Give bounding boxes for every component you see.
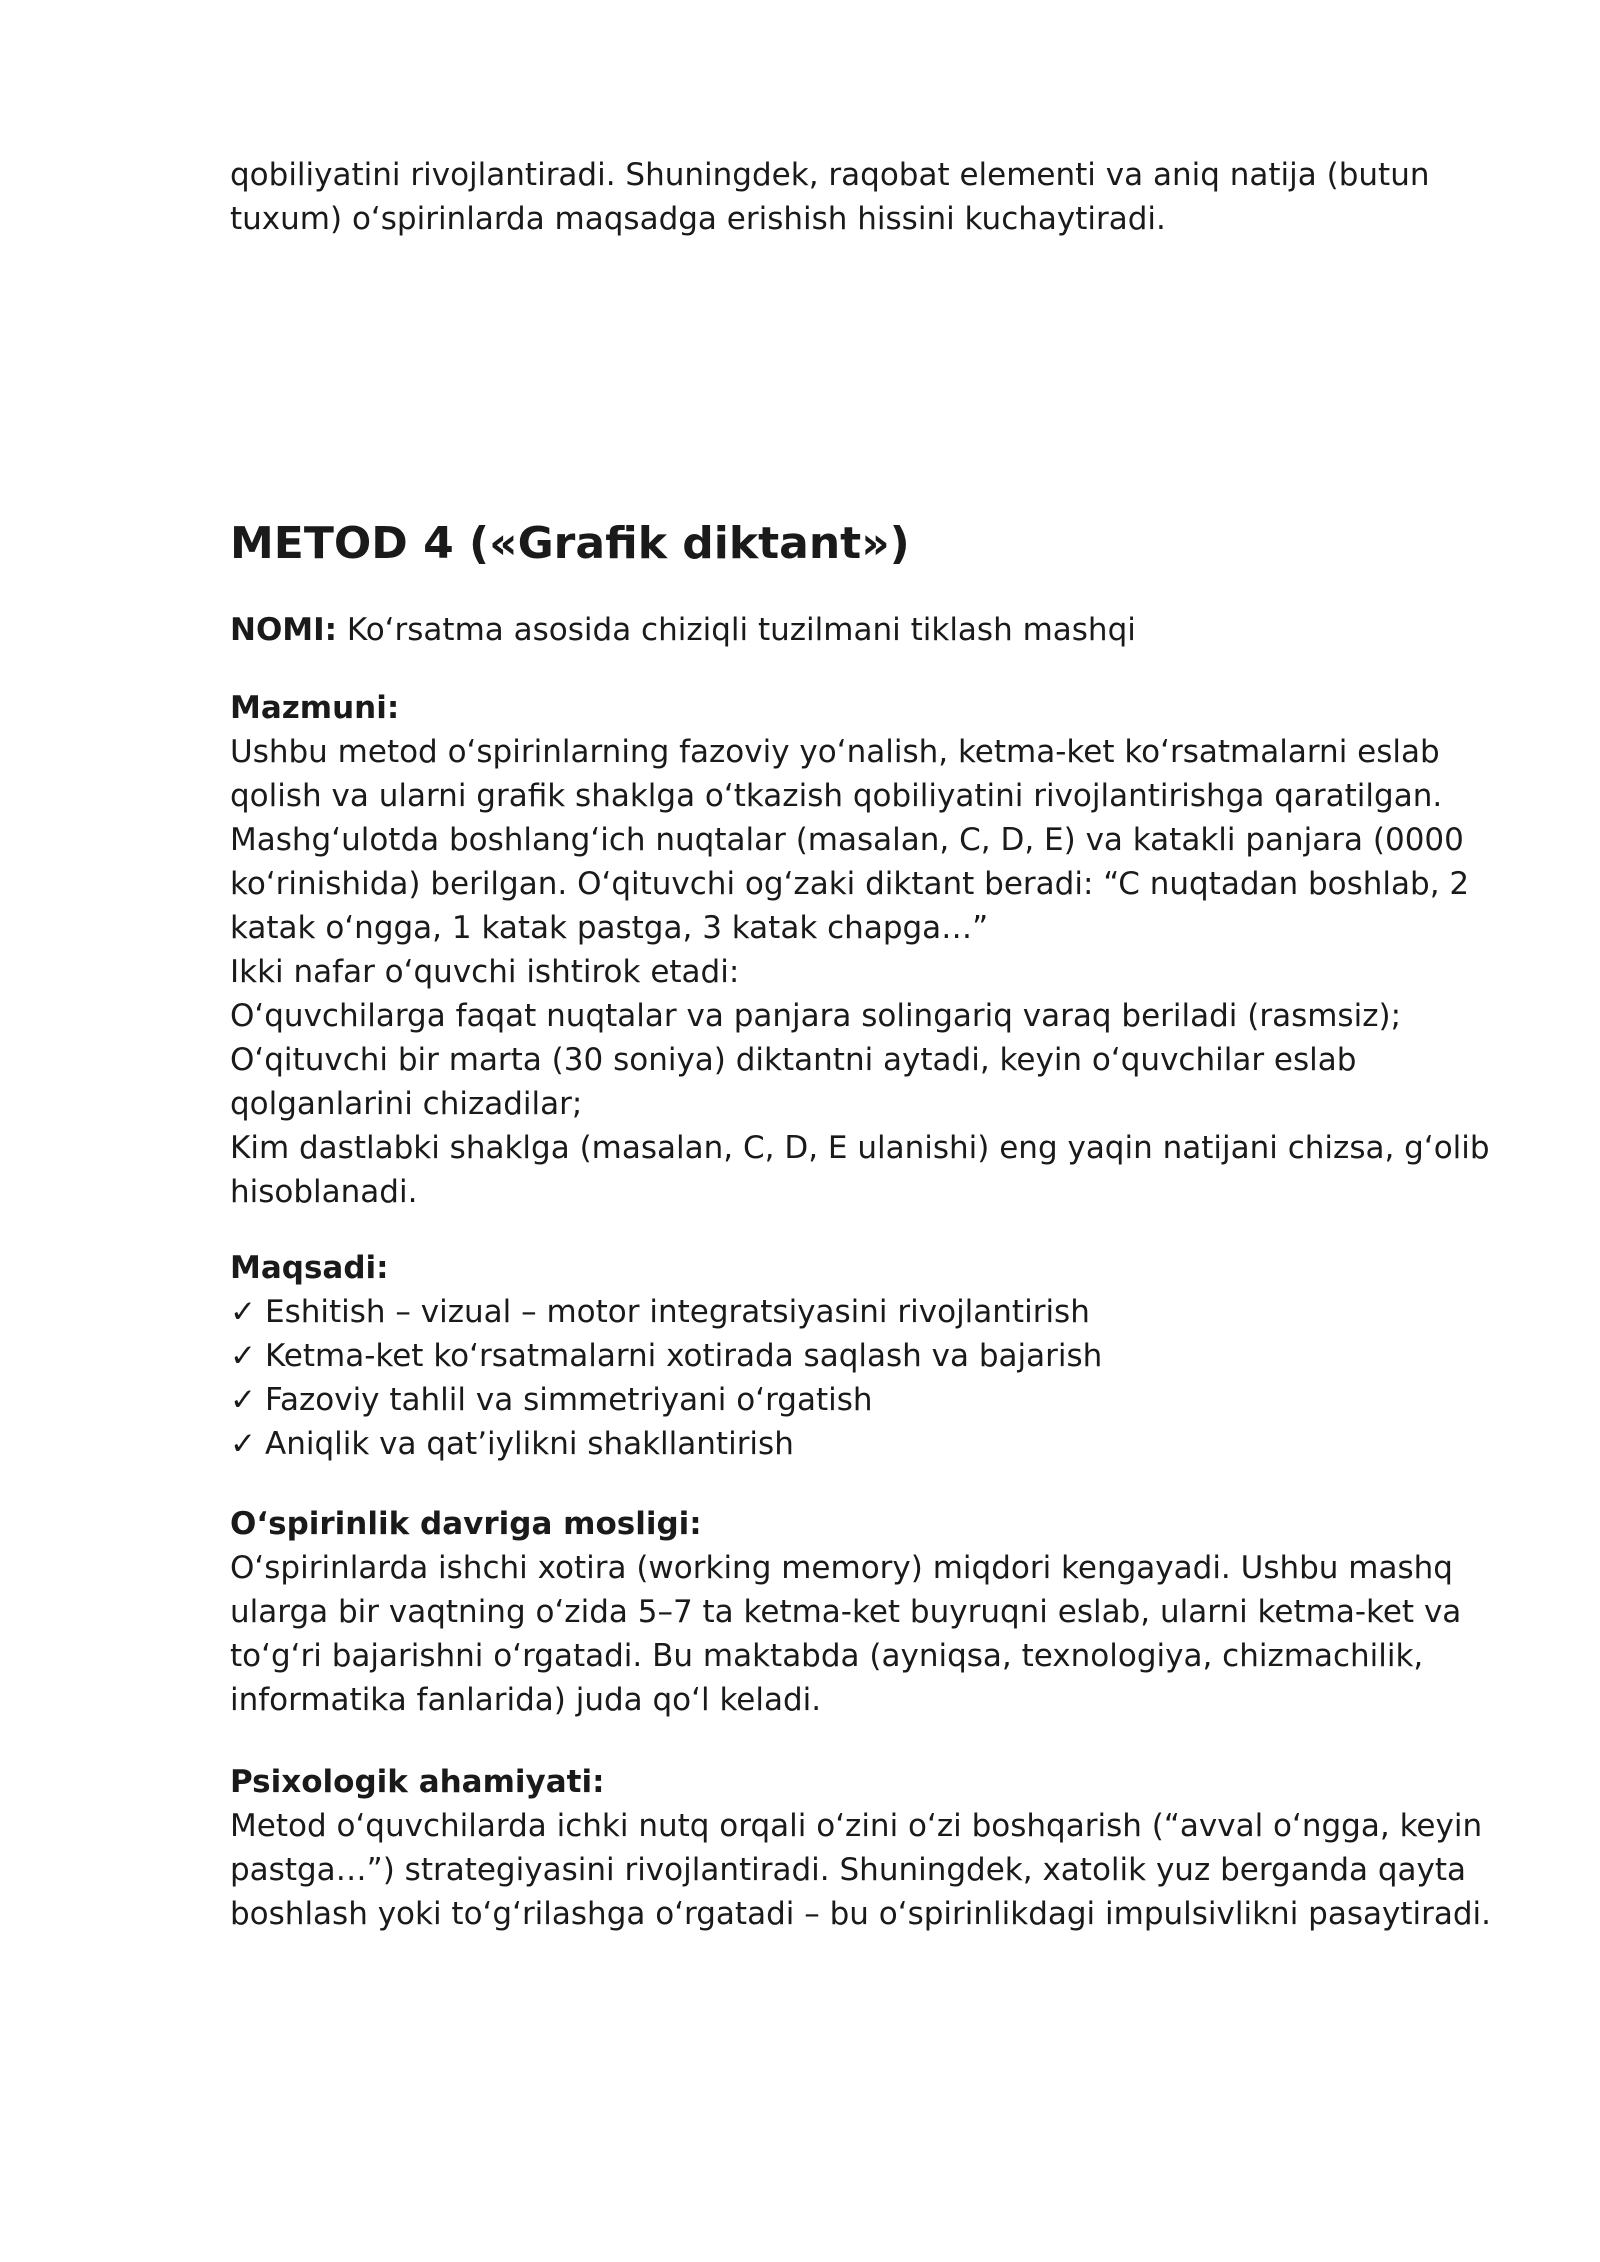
text-line: pastga…”) strategiyasini rivojlantiradi. Shuningdek, xatolik yuz berganda qayta [230, 1852, 1467, 1888]
text-line: Metod o‘quvchilarda ichki nutq orqali o‘zini o‘zi boshqarish (“avval o‘ngga, keyin [230, 1808, 1483, 1844]
text-line: informatika fanlarida) juda qo‘l keladi. [230, 1682, 822, 1718]
text-line: ularga bir vaqtning o‘zida 5–7 ta ketma-ket buyruqni eslab, ularni ketma-ket va [230, 1594, 1462, 1630]
text-line: qobiliyatini rivojlantiradi. Shuningdek, raqobat elementi va aniq natija (butun [230, 157, 1430, 193]
mazmuni-heading: Mazmuni: [230, 690, 400, 726]
text-line: Ikki nafar o‘quvchi ishtirok etadi: [230, 954, 740, 990]
text-line: Ushbu metod o‘spirinlarning fazoviy yo‘nalish, ketma-ket ko‘rsatmalarni eslab [230, 734, 1440, 770]
text-line: ko‘rinishida) berilgan. O‘qituvchi og‘zaki diktant beradi: “C nuqtadan boshlab, 2 [230, 866, 1470, 902]
intro-paragraph [230, 153, 1430, 241]
text-line: qolganlarini chizadilar; [230, 1086, 583, 1122]
text-line: katak o‘ngga, 1 katak pastga, 3 katak chapga…” [230, 910, 989, 946]
list-item-text: Ketma-ket ko‘rsatmalarni xotirada saqlash va bajarish [265, 1338, 1103, 1374]
text-line: tuxum) o‘spirinlarda maqsadga erishish hissini kuchaytiradi. [230, 201, 1166, 237]
text-line: O‘quvchilarga faqat nuqtalar va panjara solingariq varaq beriladi (rasmsiz); [230, 998, 1402, 1034]
list-item [230, 1290, 1102, 1334]
nomi-label: NOMI: [230, 612, 338, 648]
nomi-line [230, 608, 1136, 652]
mazmuni-section [230, 686, 1490, 1214]
text-line: to‘g‘ri bajarishni o‘rgatadi. Bu maktabda (ayniqsa, texnologiya, chizmachilik, [230, 1638, 1424, 1674]
checkmark-icon: ✓ [230, 1338, 256, 1374]
maqsadi-section [230, 1246, 1102, 1466]
list-item [230, 1422, 1102, 1466]
mosligi-section [230, 1502, 1461, 1722]
text-line: Mashg‘ulotda boshlang‘ich nuqtalar (masalan, C, D, E) va katakli panjara (0000 [230, 822, 1464, 858]
list-item-text: Aniqlik va qat’iylikni shakllantirish [265, 1426, 794, 1462]
checkmark-icon: ✓ [230, 1426, 256, 1462]
nomi-text: Ko‘rsatma asosida chiziqli tuzilmani tiklash mashqi [337, 612, 1136, 648]
mosligi-heading: O‘spirinlik davriga mosligi: [230, 1506, 702, 1542]
text-line: O‘spirinlarda ishchi xotira (working memory) miqdori kengayadi. Ushbu mashq [230, 1550, 1453, 1586]
text-line: O‘qituvchi bir marta (30 soniya) diktantni aytadi, keyin o‘quvchilar eslab [230, 1042, 1357, 1078]
list-item [230, 1334, 1102, 1378]
text-line: hisoblanadi. [230, 1174, 418, 1210]
text-line: boshlash yoki to‘g‘rilashga o‘rgatadi – bu o‘spirinlikdagi impulsivlikni pasaytiradi. [230, 1896, 1491, 1932]
list-item-text: Fazoviy tahlil va simmetriyani o‘rgatish [265, 1382, 873, 1418]
list-item-text: Eshitish – vizual – motor integratsiyasini rivojlantirish [265, 1294, 1090, 1330]
psixologik-heading: Psixologik ahamiyati: [230, 1764, 605, 1800]
text-line: qolish va ularni grafik shaklga o‘tkazish qobiliyatini rivojlantirishga qaratilgan. [230, 778, 1443, 814]
text-line: Kim dastlabki shaklga (masalan, C, D, E ulanishi) eng yaqin natijani chizsa, g‘olib [230, 1130, 1490, 1166]
list-item [230, 1378, 1102, 1422]
maqsadi-heading: Maqsadi: [230, 1250, 389, 1286]
checkmark-icon: ✓ [230, 1294, 256, 1330]
psixologik-section [230, 1760, 1491, 1936]
checkmark-icon: ✓ [230, 1382, 256, 1418]
section-title: METOD 4 («Grafik diktant») [230, 518, 910, 569]
